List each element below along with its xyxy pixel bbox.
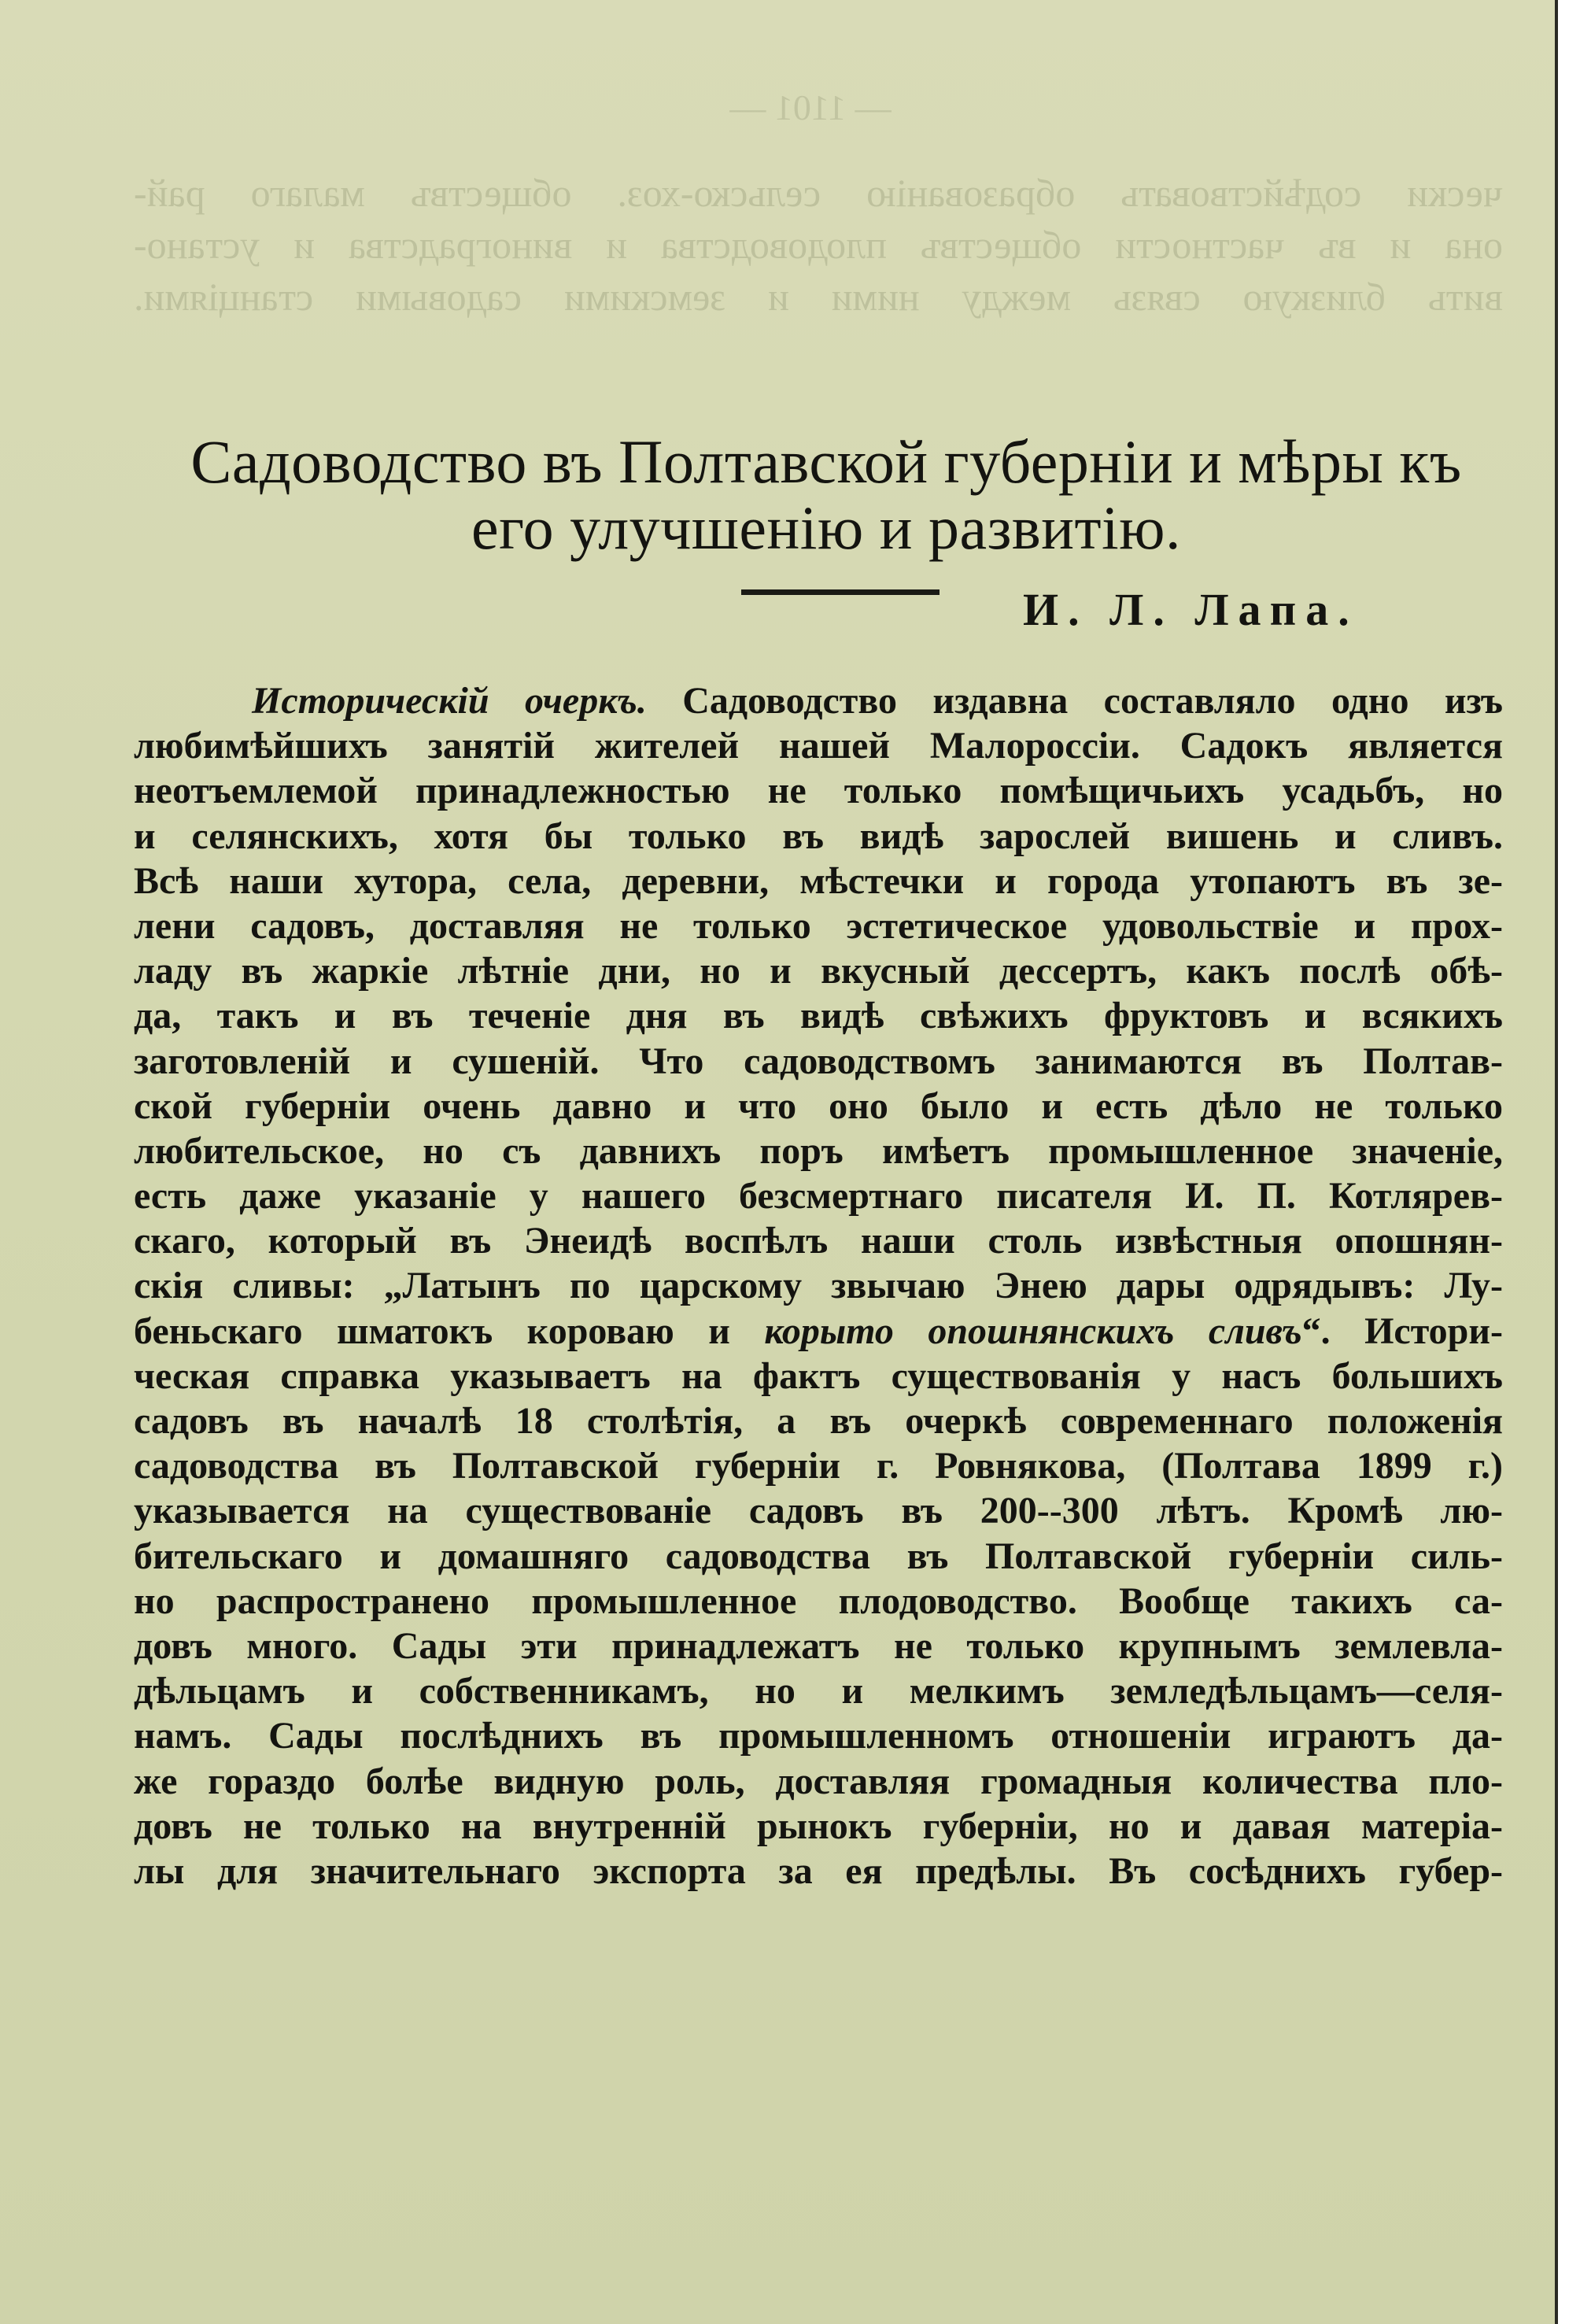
body-line: скаго, который въ Энеидѣ воспѣлъ наши столь извѣстныя опошнян- (134, 1220, 1503, 1262)
section-heading: Историческій очеркъ. (252, 680, 647, 722)
body-line: бительскаго и домашняго садоводства въ Полтавской губерніи силь- (134, 1535, 1503, 1577)
body-line: ской губерніи очень давно и что оно было и есть дѣло не только (134, 1084, 1503, 1127)
body-line: довъ не только на внутренній рынокъ губерніи, но и давая матеріа- (134, 1805, 1503, 1847)
article-title-line-1: Садоводство въ Полтавской губерніи и мѣры къ (190, 427, 1462, 496)
body-line: есть даже указаніе у нашего безсмертнаго писателя И. П. Котлярев- (134, 1175, 1503, 1217)
body-line: заготовленій и сушеній. Что садоводствомъ занимаются въ Полтав- (134, 1040, 1503, 1082)
body-line: же гораздо болѣе видную роль, доставляя громадныя количества пло- (134, 1760, 1503, 1802)
body-line: беньскаго шматокъ короваю и корыто опошнянскихъ сливъ“. Истори- (134, 1310, 1503, 1352)
quoted-phrase: корыто опошнянскихъ сливъ (764, 1310, 1302, 1352)
article-author: И. Л. Лапа. (1023, 584, 1359, 635)
bleed-through-line: она и въ частности обществъ плодоводства и виноградства и устано- (134, 223, 1503, 267)
body-line: ладу въ жаркіе лѣтніе дни, но и вкусный дессертъ, какъ послѣ обѣ- (134, 950, 1503, 992)
title-rule (741, 589, 940, 595)
bleed-through-line: чески содѣйствовать образованію сельско-хоз. обществъ малаго рай- (134, 171, 1503, 215)
body-line: садовъ въ началѣ 18 столѣтія, а въ очеркѣ современнаго положенія (134, 1400, 1503, 1442)
page-edge (1555, 0, 1580, 2324)
body-line: Историческій очеркъ. Садоводство издавна составляло одно изъ (252, 680, 1503, 722)
body-line: садоводства въ Полтавской губерніи г. Ровнякова, (Полтава 1899 г.) (134, 1445, 1503, 1487)
body-line: любительское, но съ давнихъ поръ имѣетъ промышленное значеніе, (134, 1129, 1503, 1172)
body-line: но распространено промышленное плодоводство. Вообще такихъ са- (134, 1580, 1503, 1622)
body-line: скія сливы: „Латынъ по царскому звычаю Энею дары одрядывъ: Лу- (134, 1265, 1503, 1307)
body-line: лы для значительнаго экспорта за ея предѣлы. Въ сосѣднихъ губер- (134, 1849, 1503, 1892)
body-line: любимѣйшихъ занятій жителей нашей Малороссіи. Садокъ является (134, 725, 1503, 767)
body-line: дѣльцамъ и собственникамъ, но и мелкимъ земледѣльцамъ—селя- (134, 1670, 1503, 1713)
article-title (118, 429, 1534, 561)
body-line: Всѣ наши хутора, села, деревни, мѣстечки и города утопаютъ въ зе- (134, 859, 1503, 902)
body-line: неотъемлемой принадлежностью не только помѣщичьихъ усадьбъ, но (134, 770, 1503, 812)
body-line: довъ много. Сады эти принадлежатъ не только крупнымъ землевла- (134, 1624, 1503, 1667)
bleed-through-line: вить близкую связь между ними и земскими садовыми станціями. (134, 275, 1503, 319)
article-title-line-2: его улучшенію и развитію. (471, 493, 1182, 562)
body-line: и селянскихъ, хотя бы только въ видѣ зарослей вишень и сливъ. (134, 815, 1503, 857)
body-line: да, такъ и въ теченіе дня въ видѣ свѣжихъ фруктовъ и всякихъ (134, 995, 1503, 1037)
body-line: указывается на существованіе садовъ въ 200--300 лѣтъ. Кромѣ лю- (134, 1490, 1503, 1532)
body-line: ческая справка указываетъ на фактъ существованія у насъ большихъ (134, 1354, 1503, 1397)
body-line: лени садовъ, доставляя не только эстетическое удовольствіе и прох- (134, 904, 1503, 947)
article-body (134, 678, 1503, 1894)
bleed-through-page-number: — 1101 — (729, 87, 892, 127)
body-line: намъ. Сады послѣднихъ въ промышленномъ отношеніи играютъ да- (134, 1715, 1503, 1757)
